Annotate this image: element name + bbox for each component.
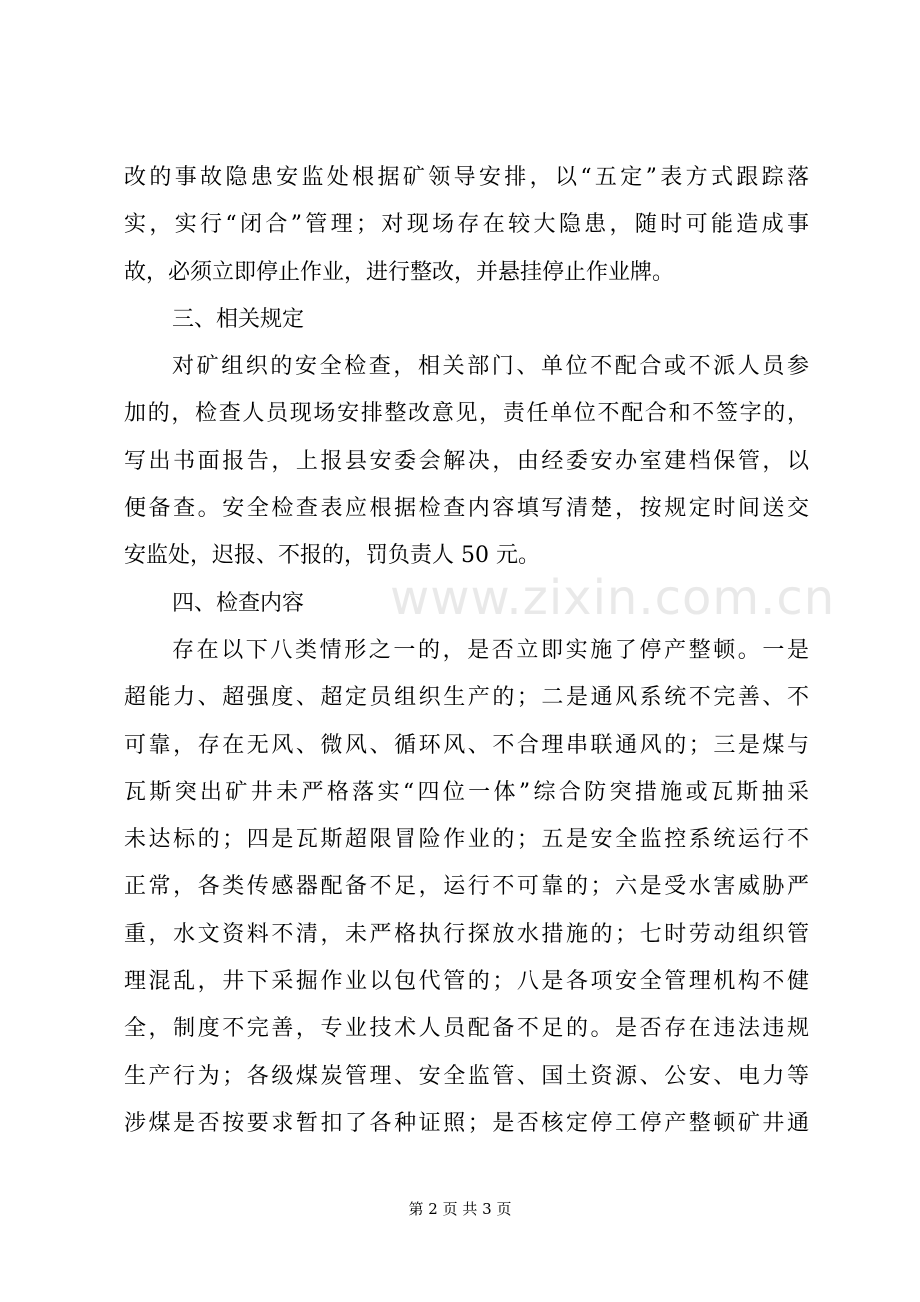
paragraph-line: 便备查。安全检查表应根据检查内容填写清楚，按规定时间送交 [124, 496, 809, 522]
section-heading: 三、相关规定 [172, 306, 305, 332]
paragraph-line: 理混乱，井下采掘作业以包代管的；八是各项安全管理机构不健 [124, 969, 809, 995]
paragraph-line: 写出书面报告，上报县安委会解决，由经委安办室建档保管，以 [124, 448, 809, 474]
paragraph-line: 实，实行“闭合”管理；对现场存在较大隐患，随时可能造成事 [124, 212, 809, 238]
paragraph-line: 涉煤是否按要求暂扣了各种证照；是否核定停工停产整顿矿井通 [124, 1110, 809, 1136]
paragraph-line: 改的事故隐患安监处根据矿领导安排，以“五定”表方式跟踪落 [124, 165, 809, 190]
document-body [124, 154, 809, 1147]
paragraph-line: 瓦斯突出矿井未严格落实“四位一体”综合防突措施或瓦斯抽采 [124, 779, 809, 805]
paragraph-line: 全，制度不完善，专业技术人员配备不足的。是否存在违法违规 [124, 1016, 809, 1042]
paragraph-line: 正常，各类传感器配备不足，运行不可靠的；六是受水害威胁严 [124, 874, 809, 900]
paragraph-line: 未达标的；四是瓦斯超限冒险作业的；五是安全监控系统运行不 [124, 827, 809, 853]
paragraph-line: 生产行为；各级煤炭管理、安全监管、国土资源、公安、电力等 [124, 1063, 809, 1089]
paragraph-line: 加的，检查人员现场安排整改意见，责任单位不配合和不签字的， [124, 401, 809, 427]
paragraph-line: 对矿组织的安全检查，相关部门、单位不配合或不派人员参 [172, 354, 809, 380]
paragraph-line: 安监处，迟报、不报的，罚负责人 50 元。 [124, 543, 540, 569]
paragraph-line: 重，水文资料不清，未严格执行探放水措施的；七时劳动组织管 [124, 921, 809, 947]
paragraph-line: 超能力、超强度、超定员组织生产的；二是通风系统不完善、不 [124, 685, 809, 711]
section-heading: 四、检查内容 [172, 590, 305, 616]
watermark: www.zixin.com.cn [390, 570, 836, 626]
paragraph-line: 存在以下八类情形之一的，是否立即实施了停产整顿。一是 [172, 637, 809, 663]
paragraph-line: 故，必须立即停止作业，进行整改，并悬挂停止作业牌。 [124, 259, 675, 285]
paragraph-line: 可靠，存在无风、微风、循环风、不合理串联通风的；三是煤与 [124, 732, 809, 758]
page-number-footer: 第 2 页 共 3 页 [408, 1200, 512, 1218]
